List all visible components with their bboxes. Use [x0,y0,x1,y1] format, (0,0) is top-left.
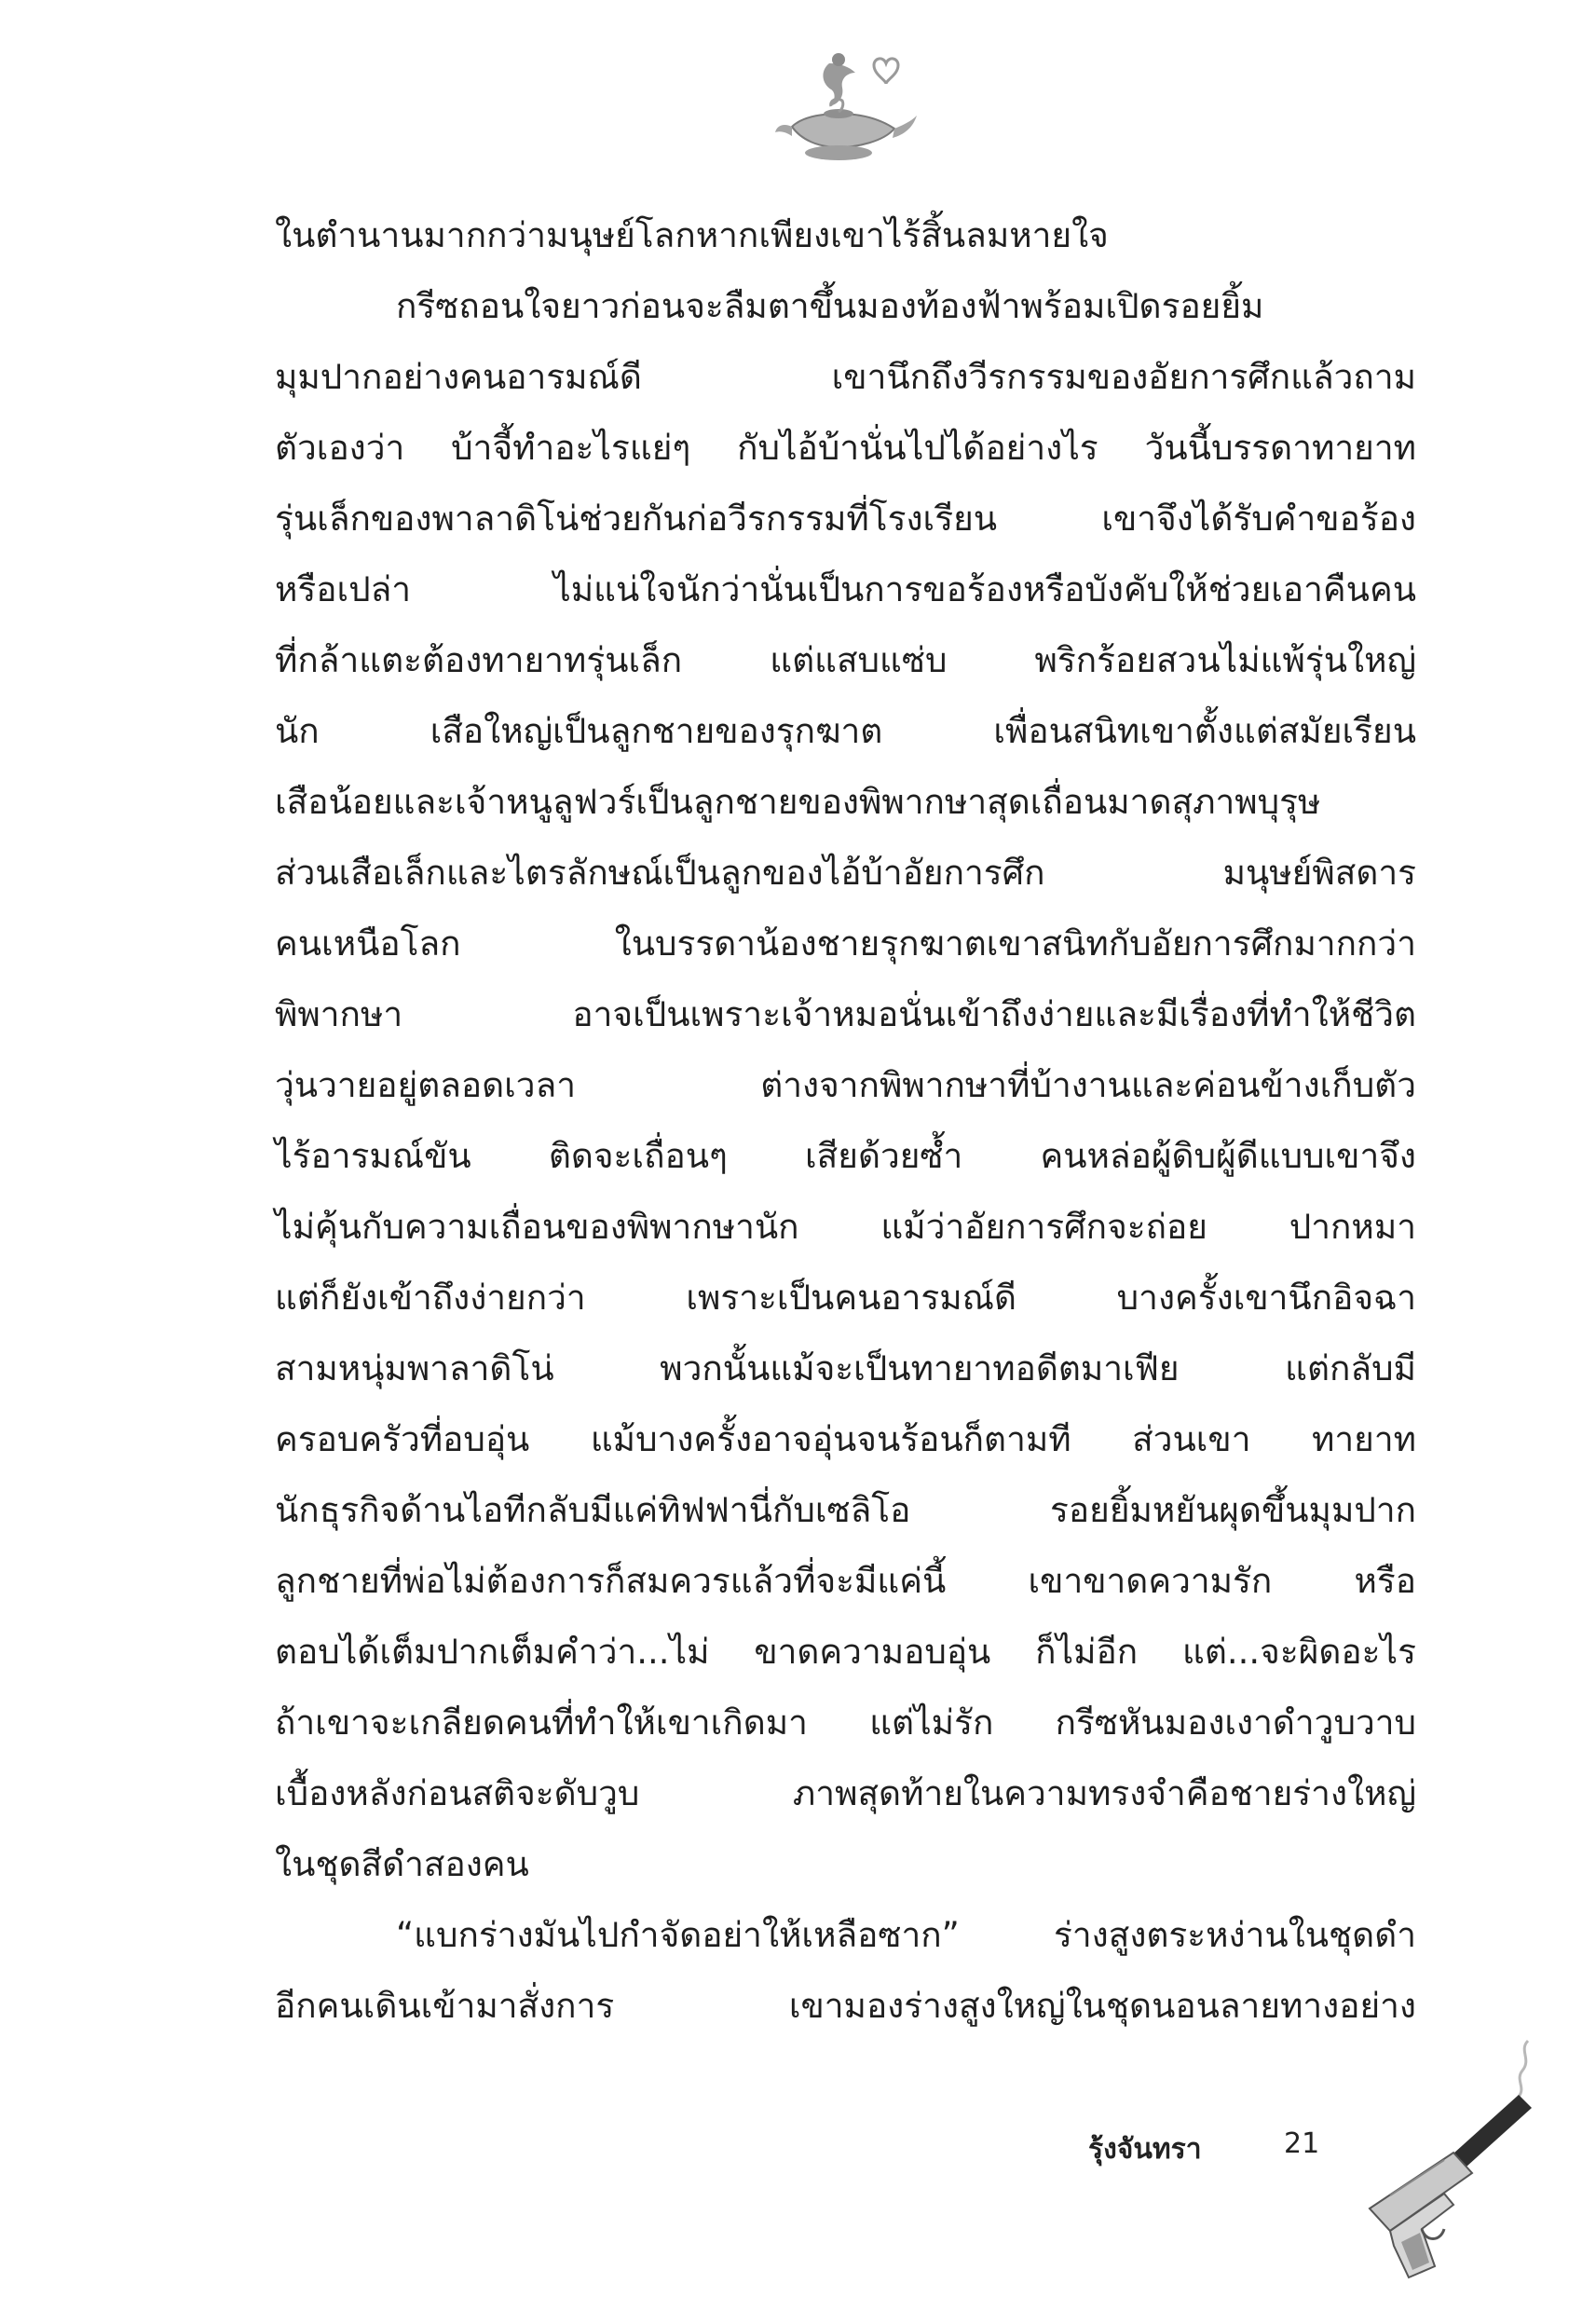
pistol-icon [1332,2022,1565,2283]
text-line: นัก เสือใหญ่เป็นลูกชายของรุกฆาต เพื่อนสนิทเขาตั้งแต่สมัยเรียน [275,711,1416,751]
text-line: ที่กล้าแตะต้องทายาทรุ่นเล็ก แต่แสบแซ่บ พริกร้อยสวนไม่แพ้รุ่นใหญ่ [275,640,1416,680]
genie-lamp-icon [764,45,922,166]
text-line: ในชุดสีดำสองคน [275,1844,529,1884]
text-line: ลูกชายที่พ่อไม่ต้องการก็สมควรแล้วที่จะมีแค่นี้ เขาขาดความรัก หรือ [275,1561,1416,1601]
text-line: รุ่นเล็กของพาลาดิโน่ช่วยกันก่อวีรกรรมที่โรงเรียน เขาจึงได้รับคำขอร้อง [275,499,1416,539]
body-text [275,200,1416,2042]
text-line: เสือน้อยและเจ้าหนูลูฟวร์เป็นลูกชายของพิพากษาสุดเถื่อนมาดสุภาพบุรุษ [275,782,1321,822]
text-line: ครอบครัวที่อบอุ่น แม้บางครั้งอาจอุ่นจนร้อนก็ตามที ส่วนเขา ทายาท [275,1419,1416,1459]
text-line: นักธุรกิจด้านไอทีกลับมีแค่ทิฟฟานี่กับเซลิโอ รอยยิ้มหยันผุดขึ้นมุมปาก [275,1490,1416,1530]
text-line: วุ่นวายอยู่ตลอดเวลา ต่างจากพิพากษาที่บ้างานและค่อนข้างเก็บตัว [275,1065,1416,1105]
text-line: ตัวเองว่า บ้าจี้ทำอะไรแย่ๆ กับไอ้บ้านั่นไปได้อย่างไร วันนี้บรรดาทายาท [275,428,1416,468]
text-line: ตอบได้เต็มปากเต็มคำว่า...ไม่ ขาดความอบอุ่น ก็ไม่อีก แต่...จะผิดอะไร [275,1632,1416,1672]
text-line: ไม่คุ้นกับความเถื่อนของพิพากษานัก แม้ว่าอัยการศึกจะถ่อย ปากหมา [275,1207,1416,1247]
text-line: อีกคนเดินเข้ามาสั่งการ เขามองร่างสูงใหญ่ในชุดนอนลายทางอย่าง [275,1986,1416,2026]
book-title: รุ้งจันทรา [1088,2133,1202,2166]
text-line: เบื้องหลังก่อนสติจะดับวูบ ภาพสุดท้ายในความทรงจำคือชายร่างใหญ่ [275,1773,1416,1813]
text-line: พิพากษา อาจเป็นเพราะเจ้าหมอนั่นเข้าถึงง่ายและมีเรื่องที่ทำให้ชีวิต [275,994,1416,1034]
text-line: “แบกร่างมันไปกำจัดอย่าให้เหลือซาก” ร่างสูงตระหง่านในชุดดำ [396,1915,1416,1955]
text-line: มุมปากอย่างคนอารมณ์ดี เขานึกถึงวีรกรรมของอัยการศึกแล้วถาม [275,357,1416,397]
text-line: กรีซถอนใจยาวก่อนจะลืมตาขึ้นมองท้องฟ้าพร้อมเปิดรอยยิ้ม [396,286,1264,326]
text-line: แต่ก็ยังเข้าถึงง่ายกว่า เพราะเป็นคนอารมณ์ดี บางครั้งเขานึกอิจฉา [275,1278,1416,1318]
text-line: ส่วนเสือเล็กและไตรลักษณ์เป็นลูกของไอ้บ้าอัยการศึก มนุษย์พิสดาร [275,853,1416,893]
page-number: 21 [1284,2127,1320,2160]
text-line: ในตำนานมากกว่ามนุษย์โลกหากเพียงเขาไร้สิ้นลมหายใจ [275,215,1109,255]
text-line: สามหนุ่มพาลาดิโน่ พวกนั้นแม้จะเป็นทายาทอดีตมาเฟีย แต่กลับมี [275,1348,1416,1388]
text-line: หรือเปล่า ไม่แน่ใจนักว่านั่นเป็นการขอร้องหรือบังคับให้ช่วยเอาคืนคน [275,569,1416,609]
text-line: ไร้อารมณ์ขัน ติดจะเถื่อนๆ เสียด้วยซ้ำ คนหล่อผู้ดิบผู้ดีแบบเขาจึง [275,1136,1416,1176]
text-line: คนเหนือโลก ในบรรดาน้องชายรุกฆาตเขาสนิทกับอัยการศึกมากกว่า [275,923,1416,964]
text-line: ถ้าเขาจะเกลียดคนที่ทำให้เขาเกิดมา แต่ไม่รัก กรีซหันมองเงาดำวูบวาบ [275,1702,1416,1743]
